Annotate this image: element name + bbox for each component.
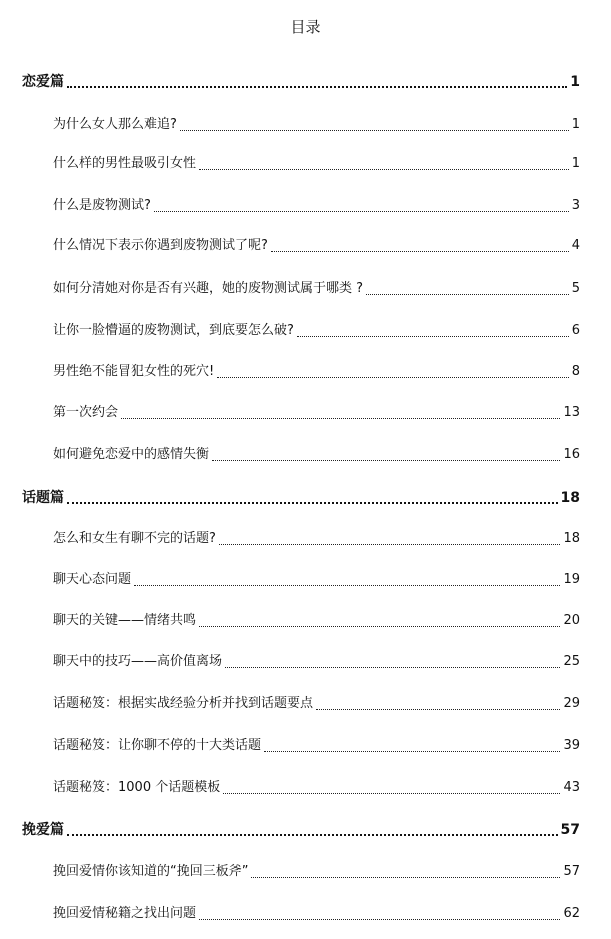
toc-dot-leader — [67, 86, 567, 88]
toc-subsection-entry[interactable] — [53, 362, 580, 382]
toc-entry-title: 如何分清她对你是否有兴趣，她的废物测试属于哪类 ? — [53, 281, 364, 296]
toc-dot-leader — [154, 211, 569, 212]
toc-subsection-entry[interactable] — [53, 236, 580, 256]
toc-entry-title: 让你一脸懵逼的废物测试，到底要怎么破? — [53, 323, 294, 338]
toc-page-number: 1 — [571, 117, 580, 132]
toc-entry-title: 聊天的关键——情绪共鸣 — [53, 613, 197, 628]
toc-entry-title: 怎么和女生有聊不完的话题? — [53, 531, 216, 546]
toc-entry-title: 恋爱篇 — [22, 74, 64, 90]
toc-dot-leader — [199, 626, 560, 627]
toc-subsection-entry[interactable] — [53, 403, 580, 423]
toc-section-entry[interactable] — [22, 820, 580, 840]
toc-dot-leader — [219, 544, 561, 545]
toc-dot-leader — [316, 709, 560, 710]
toc-entry-title: 为什么女人那么难追? — [53, 117, 177, 132]
toc-entry-title: 聊天中的技巧——高价值离场 — [53, 654, 223, 669]
toc-entry-title: 聊天心态问题 — [53, 572, 132, 587]
toc-entry-title: 话题篇 — [22, 490, 64, 506]
toc-dot-leader — [134, 585, 560, 586]
toc-entry-title: 话题秘笈：1000 个话题模板 — [53, 780, 221, 795]
toc-entry-title: 什么情况下表示你遇到废物测试了呢? — [53, 238, 268, 253]
toc-subsection-entry[interactable] — [53, 778, 580, 798]
toc-page-number: 18 — [563, 531, 580, 546]
toc-page-number: 57 — [560, 822, 580, 838]
toc-entry-title: 话题秘笈：让你聊不停的十大类话题 — [53, 738, 262, 753]
toc-page-number: 29 — [563, 696, 580, 711]
toc-subsection-entry[interactable] — [53, 736, 580, 756]
toc-entry-title: 话题秘笈：根据实战经验分析并找到话题要点 — [53, 696, 314, 711]
toc-entry-title: 第一次约会 — [53, 405, 119, 420]
toc-entry-title: 如何避免恋爱中的感情失衡 — [53, 447, 210, 462]
toc-dot-leader — [67, 502, 558, 504]
toc-subsection-entry[interactable] — [53, 652, 580, 672]
toc-dot-leader — [217, 377, 569, 378]
toc-page-number: 20 — [563, 613, 580, 628]
toc-entry-title: 挽爱篇 — [22, 822, 64, 838]
toc-dot-leader — [199, 919, 560, 920]
toc-section-entry[interactable] — [22, 488, 580, 508]
toc-dot-leader — [271, 251, 569, 252]
toc-subsection-entry[interactable] — [53, 279, 580, 299]
toc-page-number: 25 — [563, 654, 580, 669]
toc-page-number: 57 — [563, 864, 580, 879]
toc-dot-leader — [297, 336, 569, 337]
toc-dot-leader — [67, 834, 558, 836]
toc-dot-leader — [121, 418, 560, 419]
toc-entry-title: 什么是废物测试? — [53, 198, 151, 213]
toc-subsection-entry[interactable] — [53, 904, 580, 924]
toc-subsection-entry[interactable] — [53, 196, 580, 216]
toc-subsection-entry[interactable] — [53, 154, 580, 174]
toc-subsection-entry[interactable] — [53, 570, 580, 590]
toc-subsection-entry[interactable] — [53, 694, 580, 714]
toc-page-number: 1 — [571, 156, 580, 171]
toc-subsection-entry[interactable] — [53, 529, 580, 549]
toc-page-number: 1 — [570, 74, 580, 90]
toc-dot-leader — [366, 294, 569, 295]
toc-dot-leader — [212, 460, 560, 461]
toc-page-number: 18 — [560, 490, 580, 506]
toc-dot-leader — [264, 751, 560, 752]
toc-page-number: 5 — [571, 281, 580, 296]
toc-entry-title: 什么样的男性最吸引女性 — [53, 156, 197, 171]
toc-entry-title: 挽回爱情秘籍之找出问题 — [53, 906, 197, 921]
toc-entry-title: 男性绝不能冒犯女性的死穴! — [53, 364, 215, 379]
toc-subsection-entry[interactable] — [53, 321, 580, 341]
toc-subsection-entry[interactable] — [53, 445, 580, 465]
toc-entry-title: 挽回爱情你该知道的“挽回三板斧” — [53, 864, 249, 879]
toc-page-number: 8 — [571, 364, 580, 379]
toc-title: 目录 — [290, 18, 321, 36]
toc-subsection-entry[interactable] — [53, 115, 580, 135]
toc-page-number: 43 — [563, 780, 580, 795]
toc-page-number: 6 — [571, 323, 580, 338]
toc-page-number: 4 — [571, 238, 580, 253]
toc-page-number: 13 — [563, 405, 580, 420]
toc-page-number: 39 — [563, 738, 580, 753]
toc-dot-leader — [225, 667, 560, 668]
toc-page-number: 3 — [571, 198, 580, 213]
toc-page-number: 19 — [563, 572, 580, 587]
toc-subsection-entry[interactable] — [53, 862, 580, 882]
toc-dot-leader — [223, 793, 560, 794]
toc-dot-leader — [251, 877, 560, 878]
toc-section-entry[interactable] — [22, 72, 580, 92]
toc-page-number: 16 — [563, 447, 580, 462]
toc-subsection-entry[interactable] — [53, 611, 580, 631]
toc-dot-leader — [180, 130, 569, 131]
toc-dot-leader — [199, 169, 569, 170]
toc-page-number: 62 — [563, 906, 580, 921]
